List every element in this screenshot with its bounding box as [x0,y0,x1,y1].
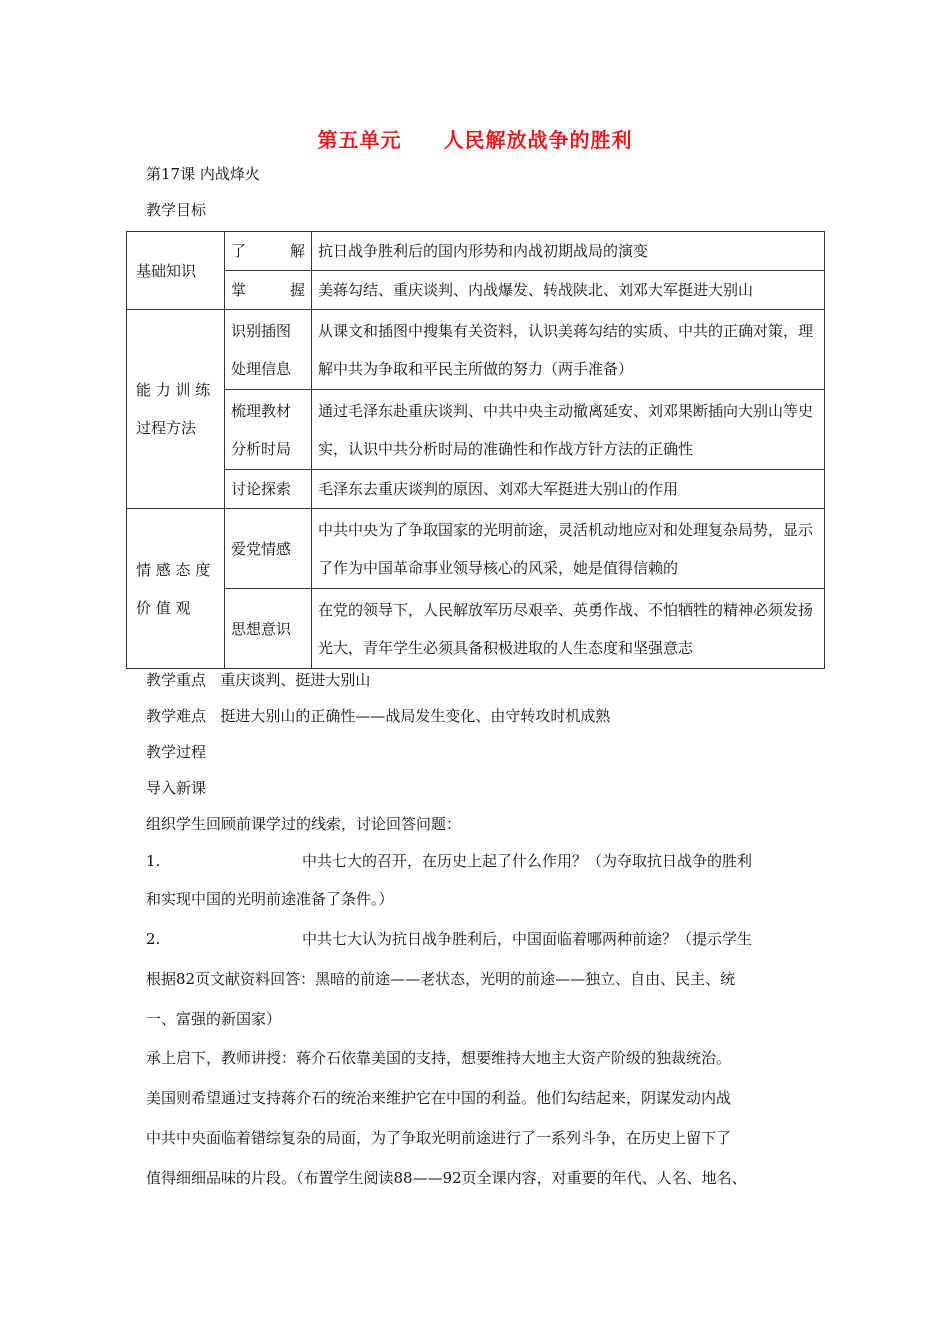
unit-title [0,124,950,153]
lecture-line: 美国则希望通过支持蒋介石的统治来维护它在中国的利益。他们勾结起来，阴谋发动内战 [146,1089,732,1107]
lecture-line: 值得细细品味的片段。（布置学生阅读88——92页全课内容，对重要的年代、人名、地名、 [146,1169,747,1187]
row-label-line: 分析时局 [231,439,292,458]
question-2-cont: 一、富强的新国家） [146,1010,282,1028]
category-emotion [127,509,225,669]
intro-heading: 导入新课 [146,779,207,797]
lesson-title: 第17课 内战烽火 [146,165,260,183]
row-label-line: 处理信息 [231,359,292,378]
objectives-table [126,231,825,669]
row-label [225,390,312,470]
table-row [127,232,825,271]
row-content: 从课文和插图中搜集有关资料，认识美蒋勾结的实质、中共的正确对策，理解中共为争取和平民主所做的努力（两手准备） [312,310,825,390]
row-label [225,310,312,390]
objectives-heading: 教学目标 [146,201,207,219]
row-label: 了 解 [225,232,312,271]
key-points-text: 重庆谈判、挺进大别山 [220,671,371,689]
unit-title-part2: 人民解放战争的胜利 [443,128,633,152]
key-points-label: 教学重点 [146,671,207,689]
difficulties-text: 挺进大别山的正确性——战局发生变化、由守转攻时机成熟 [220,707,611,725]
row-content: 美蒋勾结、重庆谈判、内战爆发、转战陕北、刘邓大军挺进大别山 [312,271,825,310]
category-ability [127,310,225,509]
lecture-line: 承上启下，教师讲授：蒋介石依靠美国的支持，想要维持大地主大资产阶级的独裁统治。 [146,1049,732,1067]
row-label-line: 识别插图 [231,321,292,340]
category-line: 价 值 观 [136,598,191,617]
row-label: 思想意识 [225,589,312,669]
category-line: 情 感 态 度 [136,560,211,579]
table-row [127,271,825,310]
question-number: 2. [146,930,161,948]
intro-text: 组织学生回顾前课学过的线索，讨论回答问题： [146,815,462,833]
row-content: 抗日战争胜利后的国内形势和内战初期战局的演变 [312,232,825,271]
category-line: 能 力 训 练 [136,381,211,399]
unit-title-part1: 第五单元 [317,128,402,152]
table-row [127,470,825,509]
question-number: 1. [146,852,161,870]
key-points [146,669,370,690]
question-1 [146,850,752,871]
table-row [127,589,825,669]
row-label: 爱党情感 [225,509,312,589]
row-label-line: 梳理教材 [231,401,292,420]
row-label: 讨论探索 [225,470,312,509]
category-basic: 基础知识 [127,232,225,310]
row-content: 毛泽东去重庆谈判的原因、刘邓大军挺进大别山的作用 [312,470,825,509]
row-content: 中共中央为了争取国家的光明前途，灵活机动地应对和处理复杂局势，显示了作为中国革命事业领导核心的风采，她是值得信赖的 [312,509,825,589]
question-text: 中共七大的召开，在历史上起了什么作用？（为夺取抗日战争的胜利 [302,852,753,870]
difficulties-label: 教学难点 [146,707,207,725]
table-row [127,509,825,589]
row-label: 掌 握 [225,271,312,310]
process-heading: 教学过程 [146,743,207,761]
question-1-cont: 和实现中国的光明前途准备了条件。） [146,890,394,908]
category-line: 过程方法 [136,419,197,437]
row-content: 通过毛泽东赴重庆谈判、中共中央主动撤离延安、刘邓果断插向大别山等史实，认识中共分析时局的准确性和作战方针方法的正确性 [312,390,825,470]
question-text: 中共七大认为抗日战争胜利后，中国面临着哪两种前途？（提示学生 [302,930,753,948]
question-2 [146,928,752,949]
table-row [127,390,825,470]
table-row [127,310,825,390]
question-2-cont: 根据82页文献资料回答：黑暗的前途——老状态，光明的前途——独立、自由、民主、统 [146,970,736,988]
lecture-line: 中共中央面临着错综复杂的局面，为了争取光明前途进行了一系列斗争，在历史上留下了 [146,1129,732,1147]
row-content: 在党的领导下，人民解放军历尽艰辛、英勇作战、不怕牺牲的精神必须发扬光大，青年学生必须具备积极进取的人生态度和坚强意志 [312,589,825,669]
difficulties [146,705,610,726]
